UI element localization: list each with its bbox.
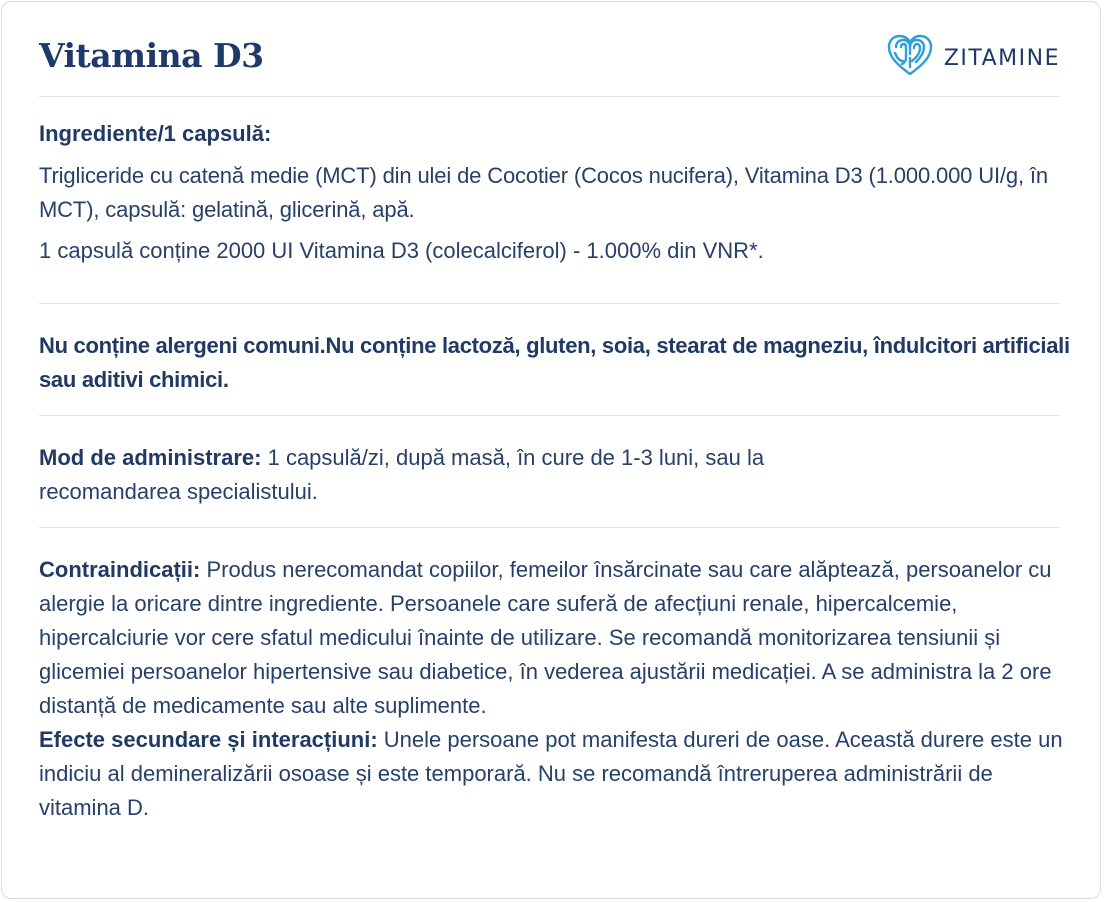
brand-name: ZITAMINE xyxy=(943,46,1060,71)
side-effects-value: Unele persoane pot manifesta dureri de oase. Această durere este un indiciu al demineralizării osoase și este temporară. Nu se recomandă întreruperea administrării de vitamina D. xyxy=(39,727,1063,820)
ingredients-dose: 1 capsulă conține 2000 UI Vitamina D3 (colecalciferol) - 1.000% din VNR*. xyxy=(39,238,764,263)
card-header xyxy=(39,28,1060,88)
product-info-card xyxy=(1,1,1101,899)
ingredients-heading: Ingrediente/1 capsulă: xyxy=(39,121,272,146)
fingerprint-heart-icon xyxy=(886,34,934,83)
allergens-text: Nu conține alergeni comuni.Nu conține lactoză, gluten, soia, stearat de magneziu, îndulcitori artificiali sau aditivi chimici. xyxy=(39,333,1070,392)
ingredients-composition: Trigliceride cu catenă medie (MCT) din ulei de Cocotier (Cocos nucifera), Vitamina D3 (1.000.000 UI/g, în MCT), capsulă: gelatină, glicerină, apă. xyxy=(39,163,1048,222)
contraindications-text xyxy=(39,553,1064,723)
administration-section xyxy=(39,441,1064,509)
contraindications-section xyxy=(39,553,1064,825)
contraindications-value: Produs nerecomandat copiilor, femeilor însărcinate sau care alăptează, persoanelor cu alergie la oricare dintre ingrediente. Persoanele care suferă de afecțiuni renale, hipercalcemie, hipercalciurie vor cere sfatul medicului înainte de utilizare. Se recomandă monitorizarea tensiunii și glicemiei persoanelor hipertensive sau diabetice, în vederea ajustării medicației. A se administra la 2 ore distanță de medicamente sau alte suplimente. xyxy=(39,557,1052,718)
administration-label: Mod de administrare: xyxy=(39,445,262,470)
administration-text xyxy=(39,441,1064,509)
side-effects-text xyxy=(39,723,1064,825)
divider xyxy=(39,415,1060,416)
side-effects-label: Efecte secundare și interacțiuni: xyxy=(39,727,378,752)
allergens-section xyxy=(39,329,1070,397)
product-title: Vitamina D3 xyxy=(39,36,264,75)
divider xyxy=(39,303,1060,304)
contraindications-label: Contraindicații: xyxy=(39,557,201,582)
divider xyxy=(39,96,1060,97)
administration-value: 1 capsulă/zi, după masă, în cure de 1-3 luni, sau la recomandarea specialistului. xyxy=(39,445,765,504)
brand-logo xyxy=(886,34,1060,83)
ingredients-section xyxy=(39,117,1064,268)
divider xyxy=(39,527,1060,528)
